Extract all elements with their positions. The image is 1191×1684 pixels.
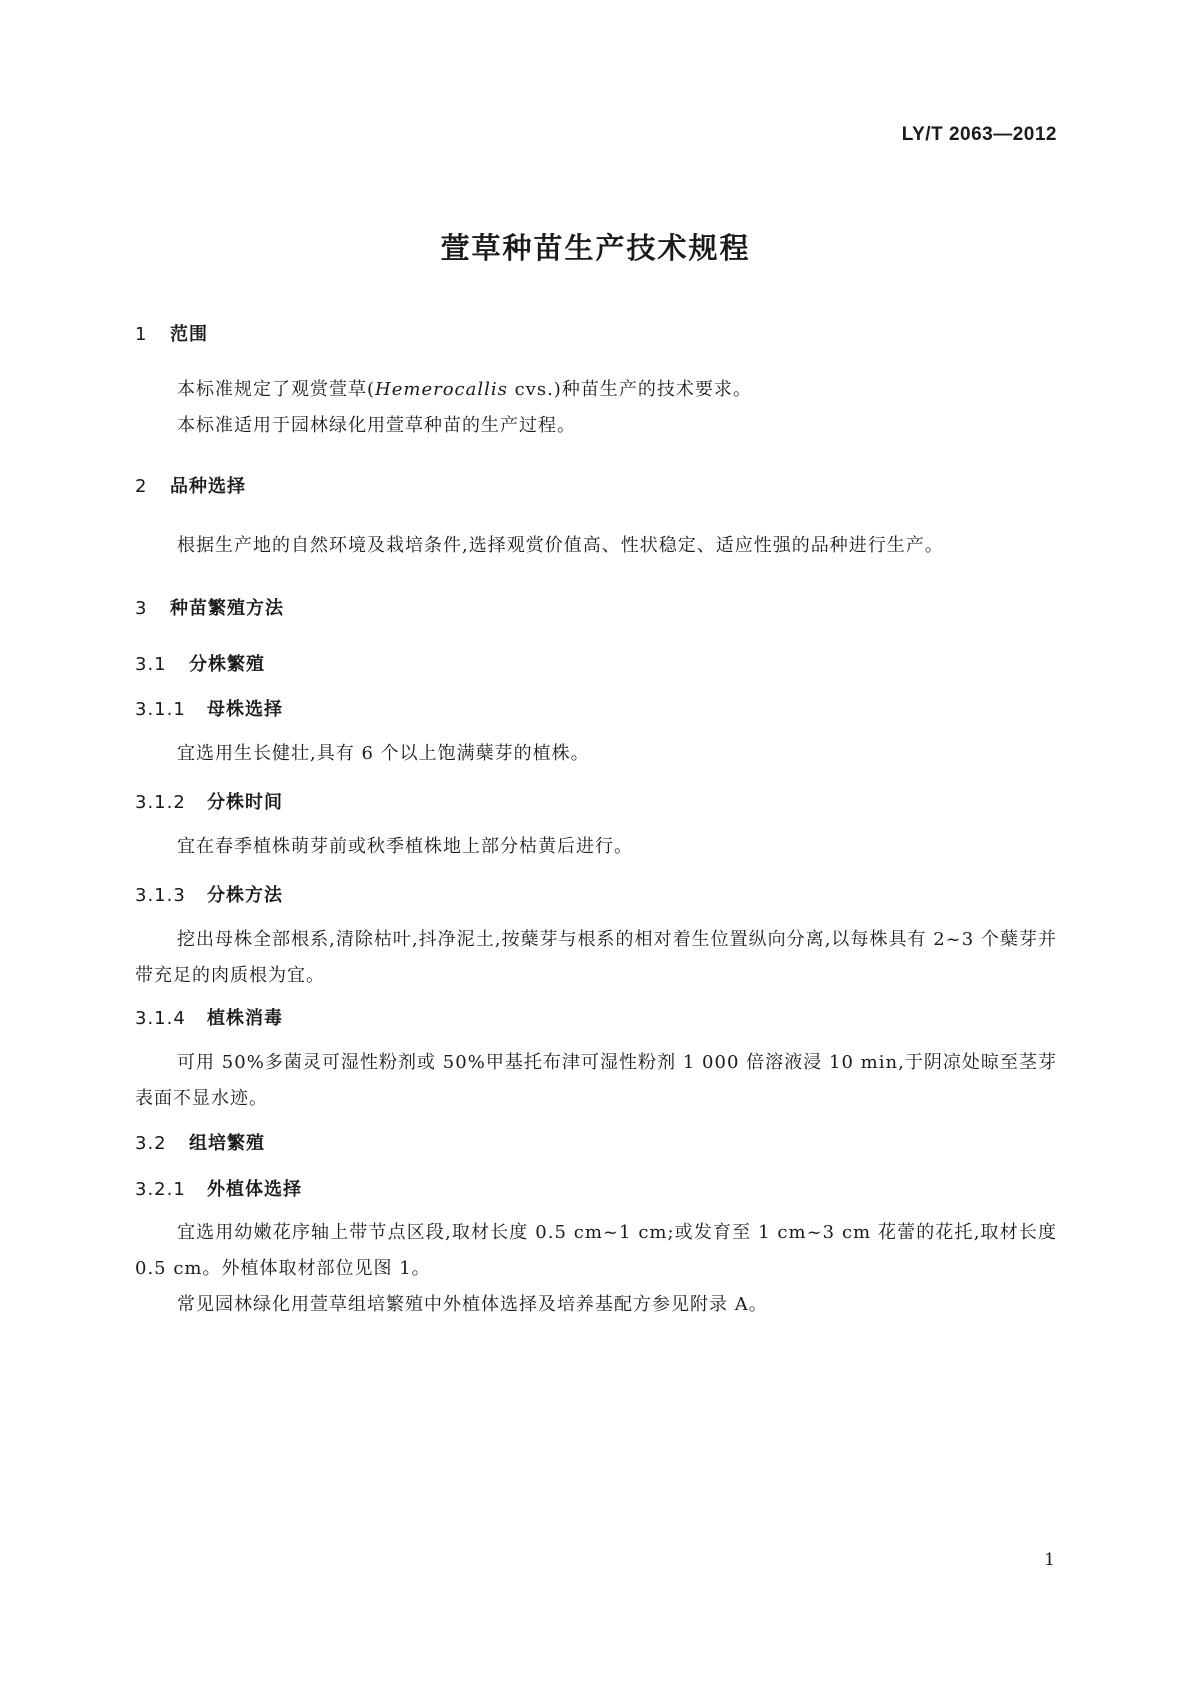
section-heading-3-1-2 bbox=[135, 788, 283, 814]
paragraph-variety: 根据生产地的自然环境及栽培条件,选择观赏价值高、性状稳定、适应性强的品种进行生产。 bbox=[177, 535, 944, 556]
paragraph-scope-1: 本标准规定了观赏萱草(Hemerocallis cvs.)种苗生产的技术要求。 bbox=[177, 379, 752, 400]
section-heading-1 bbox=[135, 320, 208, 346]
latin-name: Hemerocallis bbox=[375, 379, 508, 400]
section-title: 分株方法 bbox=[207, 885, 283, 906]
section-heading-3-2 bbox=[135, 1129, 265, 1155]
section-title: 分株时间 bbox=[207, 792, 283, 813]
section-number: 3 bbox=[135, 598, 148, 619]
section-number: 1 bbox=[135, 324, 148, 345]
section-number: 3.1.2 bbox=[135, 792, 186, 813]
section-title: 母株选择 bbox=[207, 699, 283, 720]
section-number: 3.1 bbox=[135, 654, 167, 675]
section-number: 3.2 bbox=[135, 1133, 167, 1154]
section-number: 3.1.4 bbox=[135, 1008, 186, 1029]
section-title: 范围 bbox=[170, 324, 208, 345]
section-title: 外植体选择 bbox=[207, 1179, 302, 1200]
section-heading-2 bbox=[135, 472, 246, 498]
paragraph-division-time: 宜在春季植株萌芽前或秋季植株地上部分枯黄后进行。 bbox=[177, 836, 633, 857]
paragraph-explant-selection: 宜选用幼嫩花序轴上带节点区段,取材长度 0.5 cm~1 cm;或发育至 1 cm~3 cm 花蕾的花托,取材长度 0.5 cm。外植体取材部位见图 1。 bbox=[135, 1222, 1057, 1279]
section-heading-3-1 bbox=[135, 650, 265, 676]
section-number: 3.1.1 bbox=[135, 699, 186, 720]
paragraph-scope-2: 本标准适用于园林绿化用萱草种苗的生产过程。 bbox=[177, 415, 576, 436]
section-title: 品种选择 bbox=[170, 476, 246, 497]
section-title: 分株繁殖 bbox=[189, 654, 265, 675]
section-title: 植株消毒 bbox=[207, 1008, 283, 1029]
paragraph-explant-appendix: 常见园林绿化用萱草组培繁殖中外植体选择及培养基配方参见附录 A。 bbox=[177, 1294, 768, 1315]
section-heading-3-1-3 bbox=[135, 881, 283, 907]
section-heading-3-1-4 bbox=[135, 1004, 283, 1030]
section-heading-3 bbox=[135, 594, 284, 620]
page-number: 1 bbox=[1044, 1550, 1055, 1570]
paragraph-disinfection: 可用 50%多菌灵可湿性粉剂或 50%甲基托布津可湿性粉剂 1 000 倍溶液浸 10 min,于阴凉处晾至茎芽表面不显水迹。 bbox=[135, 1052, 1057, 1109]
paragraph-mother-plant: 宜选用生长健壮,具有 6 个以上饱满蘖芽的植株。 bbox=[177, 743, 590, 764]
document-title: 萱草种苗生产技术规程 bbox=[440, 231, 751, 265]
section-heading-3-1-1 bbox=[135, 695, 283, 721]
section-number: 3.2.1 bbox=[135, 1179, 186, 1200]
section-number: 2 bbox=[135, 476, 148, 497]
section-title: 种苗繁殖方法 bbox=[170, 598, 284, 619]
paragraph-division-method: 挖出母株全部根系,清除枯叶,抖净泥土,按蘖芽与根系的相对着生位置纵向分离,以每株具有 2~3 个蘖芽并带充足的肉质根为宜。 bbox=[135, 929, 1057, 986]
section-title: 组培繁殖 bbox=[189, 1133, 265, 1154]
standard-code: LY/T 2063—2012 bbox=[901, 124, 1057, 145]
section-number: 3.1.3 bbox=[135, 885, 186, 906]
section-heading-3-2-1 bbox=[135, 1175, 302, 1201]
